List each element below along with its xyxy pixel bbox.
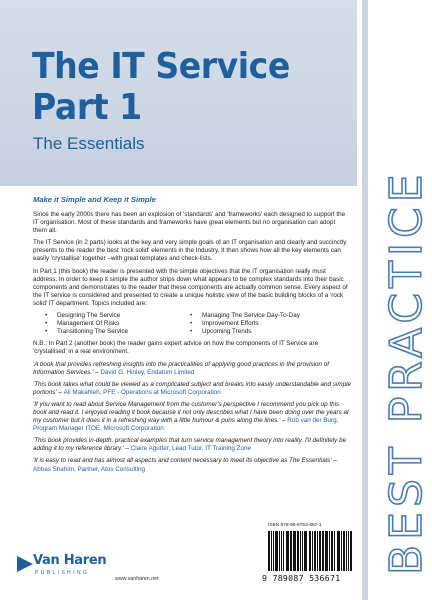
tagline: Make it Simple and Keep it Simple bbox=[33, 195, 156, 204]
ean-number: 9 789087 536671 bbox=[262, 573, 341, 583]
barcode-bar bbox=[332, 531, 333, 571]
barcode-bar bbox=[288, 531, 289, 571]
quote-attribution: Claire Agutter, Lead Tutor, IT Training Zone bbox=[130, 445, 251, 453]
barcode-bar bbox=[341, 531, 342, 571]
barcode-bar bbox=[305, 531, 307, 571]
review-quote bbox=[33, 361, 351, 377]
barcode-bar bbox=[294, 531, 295, 571]
topic-item: • Upcoming Trends bbox=[190, 328, 335, 336]
barcode-bar bbox=[312, 531, 313, 571]
spine-divider bbox=[362, 0, 368, 600]
barcode-bar bbox=[344, 531, 345, 571]
quote-attribution: Rob van der Burg, Program Manager ITOE, Microsoft Corporation bbox=[33, 417, 339, 433]
barcode-bar bbox=[351, 531, 352, 571]
topics-column-left bbox=[45, 312, 190, 336]
quote-text: 'A book that provides refreshing insights into the practicalities of applying good practices in the provision of Information Services.' – bbox=[33, 360, 330, 376]
barcode-bar bbox=[317, 531, 318, 571]
review-quote bbox=[33, 457, 351, 473]
review-quote bbox=[33, 381, 351, 397]
overview-paragraph: The IT Service (in 2 parts) looks at the key and very simple goals of an IT organisation and clearly and succinctly presents to the reader the best 'rock solid' elements in the Industry. It then shows how all the key elements can easily 'crystallise' together –with great templates and check-lists. bbox=[33, 239, 347, 263]
barcode-bar bbox=[322, 531, 323, 571]
barcode-bar bbox=[327, 531, 328, 571]
part-two-note: N.B.: In Part 2 (another book) the reader gains expert advice on how the components of IT Service are 'crystallised' in a real environment. bbox=[33, 340, 319, 356]
publisher-name: Van Haren bbox=[33, 553, 107, 568]
review-quote bbox=[33, 437, 351, 453]
part-one-paragraph: In Part 1 (this book) the reader is presented with the simple objectives that the IT organisation really must address. In order to keep it simple the author strips down what appears to be complex standards into their basic components and demonstrates to the reader that these components are actually common sense. Every aspect of the IT service is considered and presented to create a unique holistic view of the basic building blocks of a 'rock solid' IT department. Topics included are: bbox=[33, 267, 348, 307]
quote-text: 'If you want to read about Service Management from the customer's perspective I recommend you pick up this book and read it. I enjoyed reading it book because it not only describes what I have been doing over the years at my customer but it does it in a refreshing way with a little humour & puns along the lines.' – bbox=[33, 400, 349, 425]
header-band bbox=[0, 0, 357, 186]
topic-item: • Transitioning The Service bbox=[45, 328, 190, 336]
barcode-bar bbox=[298, 531, 299, 571]
barcode-bar bbox=[315, 531, 316, 571]
book-subtitle: The Essentials bbox=[33, 134, 145, 153]
barcode-bar bbox=[300, 531, 301, 571]
barcode-bar bbox=[334, 531, 335, 571]
barcode-bar bbox=[350, 531, 351, 571]
barcode-bar bbox=[329, 531, 330, 571]
quote-text: 'This book takes what could be viewed as a complicated subject and breaks into easily understandable and simple portions' – bbox=[33, 380, 351, 396]
barcode-bar bbox=[346, 531, 347, 571]
topic-item: • Improvement Efforts bbox=[190, 320, 335, 328]
isbn-label: ISBN 978-90-8753-667-1 bbox=[268, 523, 322, 528]
barcode-bar bbox=[323, 531, 324, 571]
quote-text: 'This book provides in-depth, practical examples that turn service management theory into reality. I'll definitely be adding it to my reference library.' – bbox=[33, 437, 347, 453]
barcode-bar bbox=[271, 531, 272, 571]
barcode-bar bbox=[293, 531, 294, 571]
quote-attribution: Ali Makahleh, PFE - Operations at Microsoft Corporation bbox=[63, 388, 221, 396]
barcode-bar bbox=[281, 531, 282, 571]
topic-item: • Management Of Risks bbox=[45, 320, 190, 328]
review-quote bbox=[33, 401, 351, 433]
barcode-bar bbox=[287, 531, 288, 571]
barcode-bars bbox=[268, 531, 354, 571]
publisher-subtitle: PUBLISHING bbox=[35, 570, 90, 576]
topic-item: • Managing The Service Day-To-Day bbox=[190, 312, 335, 320]
quote-attribution: David G. Hinley, Endatum Limited bbox=[100, 368, 195, 376]
blurb bbox=[33, 195, 351, 478]
barcode-bar bbox=[276, 531, 278, 571]
topic-item: • Designing The Service bbox=[45, 312, 190, 320]
book-title-line-2: Part 1 bbox=[32, 87, 142, 128]
quote-text: 'It is easy to read and has almost all aspects and content necessary to meet its objective as The Essentials' – bbox=[33, 457, 337, 465]
quote-attribution: Abbas Shahim, Partner, Atos Consulting bbox=[33, 465, 146, 473]
intro-paragraph: Since the early 2000s there has been an explosion of 'standards' and 'frameworks' each designed to support the IT organisation. Most of these standards and frameworks have great elements but no organisation can adopt them all. bbox=[33, 211, 346, 235]
series-label: BEST PRACTICE bbox=[381, 169, 432, 575]
publisher-website: www.vanharen.net bbox=[115, 576, 159, 582]
barcode-bar bbox=[275, 531, 276, 571]
barcode-bar bbox=[269, 531, 270, 571]
barcode-bar bbox=[338, 531, 340, 571]
topics-column-right bbox=[190, 312, 335, 336]
barcode-bar bbox=[304, 531, 305, 571]
logo-arrow-icon bbox=[17, 556, 33, 572]
topics-list bbox=[45, 312, 351, 336]
barcode-bar bbox=[283, 531, 284, 571]
barcode-bar bbox=[310, 531, 311, 571]
book-title-line-1: The IT Service bbox=[32, 46, 290, 87]
publisher-logo bbox=[17, 552, 107, 582]
